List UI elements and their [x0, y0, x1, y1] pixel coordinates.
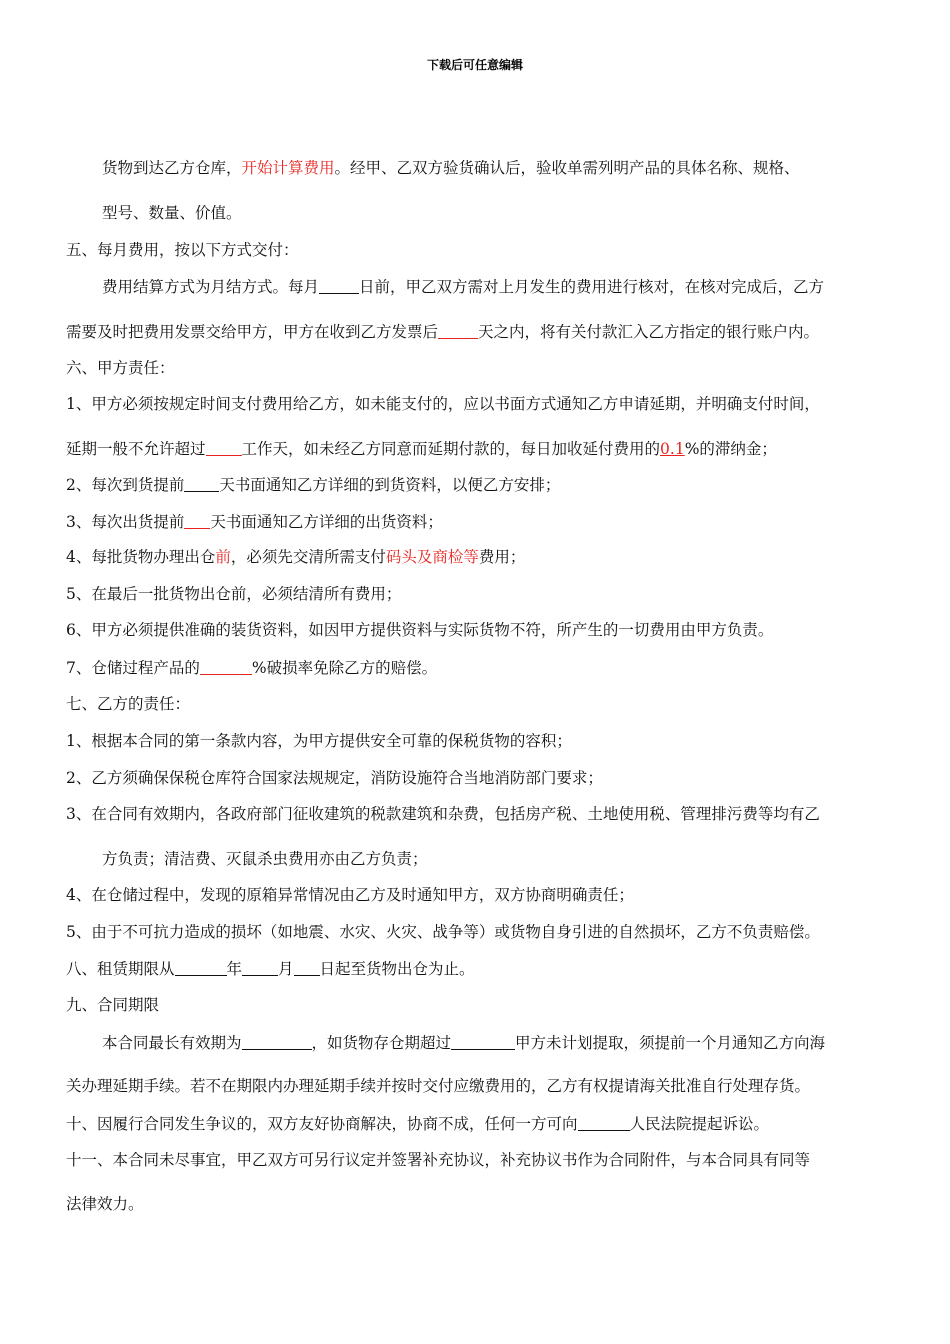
- section-9-title: 九、合同期限: [66, 996, 160, 1014]
- text: 3、每次出货提前: [66, 513, 185, 531]
- text: 4、每批货物办理出仓: [66, 548, 216, 566]
- clause-7-3: 3、在合同有效期内，各政府部门征收建筑的税款建筑和杂费，包括房产税、土地使用税、管理排污费等均有乙: [66, 805, 820, 823]
- clause-6-1-cont: [66, 438, 777, 459]
- blank-field[interactable]: [451, 1034, 515, 1050]
- text: 7、仓储过程产品的: [66, 659, 200, 677]
- clause-6-4: [66, 547, 525, 567]
- blank-field[interactable]: [184, 476, 219, 492]
- clause-7-5: 5、由于不可抗力造成的损坏（如地震、水灾、火灾、战争等）或货物自身引进的自然损坏，乙方不负责赔偿。: [66, 923, 820, 941]
- blank-field-day[interactable]: [294, 960, 320, 976]
- text: 十、因履行合同发生争议的，双方友好协商解决，协商不成，任何一方可向: [66, 1115, 578, 1133]
- paragraph-settlement: [102, 276, 824, 297]
- text: 2、每次到货提前: [66, 476, 185, 494]
- section-10: [66, 1113, 769, 1134]
- text: 本合同最长有效期为: [102, 1034, 242, 1052]
- blank-field[interactable]: [200, 659, 252, 675]
- text: 费用；: [478, 548, 526, 566]
- blank-field-month[interactable]: [242, 960, 278, 976]
- section-8: [66, 958, 475, 979]
- blank-field[interactable]: [438, 323, 478, 339]
- section-5-title: 五、每月费用，按以下方式交付：: [66, 241, 299, 259]
- section-11-cont: 法律效力。: [66, 1195, 144, 1213]
- late-fee-rate: 0.1: [660, 440, 685, 458]
- text: 延期一般不允许超过: [66, 440, 206, 458]
- text: 八、租赁期限从: [66, 960, 175, 978]
- clause-6-7: [66, 657, 437, 678]
- paragraph-settlement-cont: [66, 321, 819, 342]
- text: 需要及时把费用发票交给甲方，甲方在收到乙方发票后: [66, 323, 439, 341]
- paragraph-term-cont: 关办理延期手续。若不在期限内办理延期手续并按时交付应缴费用的，乙方有权提请海关批准自行处理存货。: [66, 1077, 811, 1095]
- text: 。经甲、乙双方验货确认后，验收单需列明产品的具体名称、规格、: [334, 159, 800, 177]
- section-7-title: 七、乙方的责任：: [66, 695, 191, 713]
- text: 天之内，将有关付款汇入乙方指定的银行账户内。: [478, 323, 820, 341]
- text: 日前，甲乙双方需对上月发生的费用进行核对，在核对完成后，乙方: [359, 278, 825, 296]
- text: 天书面通知乙方详细的出货资料；: [210, 513, 443, 531]
- section-6-title: 六、甲方责任：: [66, 359, 175, 377]
- highlight-start-billing: 开始计算费用: [241, 159, 335, 177]
- clause-7-4: 4、在仓储过程中，发现的原箱异常情况由乙方及时通知甲方，双方协商明确责任；: [66, 886, 634, 904]
- text: 月: [278, 960, 294, 978]
- blank-field[interactable]: [319, 278, 359, 294]
- text: 货物到达乙方仓库，: [102, 159, 242, 177]
- section-11: 十一、本合同未尽事宜，甲乙双方可另行议定并签署补充协议，补充协议书作为合同附件，与本合同具有同等: [66, 1151, 811, 1169]
- blank-field[interactable]: [242, 1034, 312, 1050]
- clause-6-6: 6、甲方必须提供准确的装货资料，如因甲方提供资料与实际货物不符，所产生的一切费用由甲方负责。: [66, 621, 774, 639]
- text: 甲方未计划提取，须提前一个月通知乙方向海: [515, 1034, 826, 1052]
- text: 年: [226, 960, 243, 978]
- clause-6-2: [66, 474, 560, 495]
- blank-field-court[interactable]: [578, 1115, 630, 1131]
- clause-6-3: [66, 511, 443, 532]
- page-header: 下载后可任意编辑: [426, 58, 523, 72]
- paragraph-goods-arrival-cont: 型号、数量、价值。: [102, 204, 242, 222]
- paragraph-goods-arrival: [102, 158, 800, 178]
- text: ，必须先交清所需支付: [230, 548, 386, 566]
- blank-field-year[interactable]: [175, 960, 227, 976]
- text: 费用结算方式为月结方式。每月: [102, 278, 320, 296]
- text: 工作天，如未经乙方同意而延期付款的，每日加收延付费用的: [241, 440, 661, 458]
- text: 人民法院提起诉讼。: [629, 1115, 770, 1133]
- highlight-fees: 码头及商检等: [385, 548, 479, 566]
- text: %破损率免除乙方的赔偿。: [251, 659, 438, 677]
- text: 日起至货物出仓为止。: [319, 960, 475, 978]
- blank-field[interactable]: [184, 513, 210, 529]
- clause-6-5: 5、在最后一批货物出仓前，必须结清所有费用；: [66, 585, 402, 603]
- text: %的滞纳金；: [684, 440, 777, 458]
- paragraph-term: [102, 1032, 825, 1053]
- clause-7-3-cont: 方负责；清洁费、灭鼠杀虫费用亦由乙方负责；: [102, 850, 428, 868]
- text: 天书面通知乙方详细的到货资料，以便乙方安排；: [219, 476, 561, 494]
- blank-field[interactable]: [206, 440, 242, 456]
- clause-6-1: 1、甲方必须按规定时间支付费用给乙方，如未能支付的，应以书面方式通知乙方申请延期，并明确支付时间，: [66, 395, 820, 413]
- clause-7-2: 2、乙方须确保保税仓库符合国家法规规定，消防设施符合当地消防部门要求；: [66, 769, 603, 787]
- clause-7-1: 1、根据本合同的第一条款内容，为甲方提供安全可靠的保税货物的容积；: [66, 732, 572, 750]
- highlight: 前: [215, 548, 231, 566]
- text: ，如货物存仓期超过: [311, 1034, 452, 1052]
